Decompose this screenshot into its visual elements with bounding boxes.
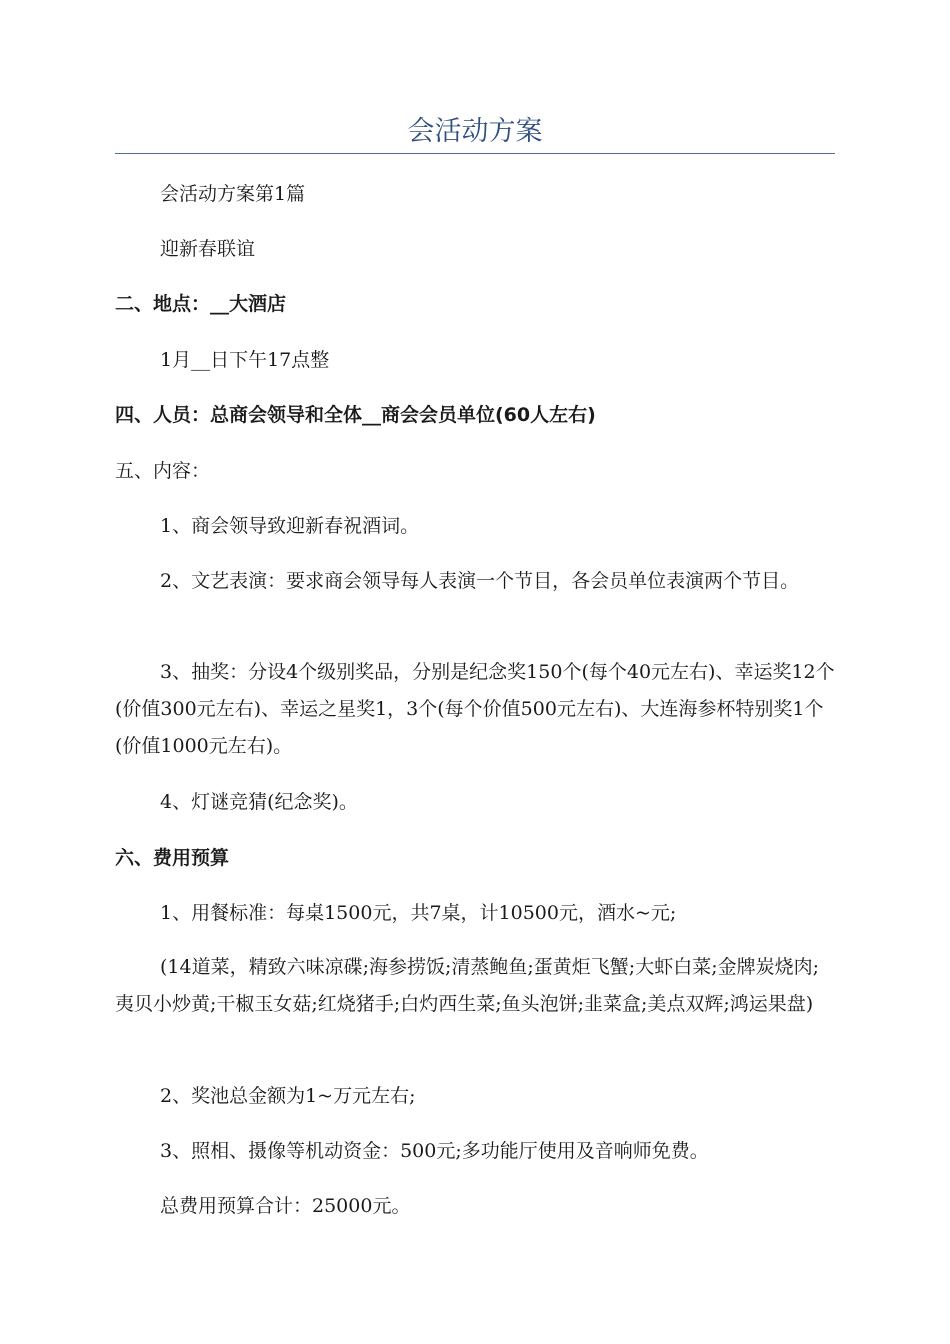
menu-details: (14道菜，精致六味凉碟;海参捞饭;清蒸鲍鱼;蛋黄炬飞蟹;大虾白菜;金牌炭烧肉;夷贝小炒黄;干椒玉女菇;红烧猪手;白灼西生菜;鱼头泡饼;韭菜盒;美点双辉;鸿运果盘) bbox=[115, 956, 819, 1015]
content-item-2: 2、文艺表演：要求商会领导每人表演一个节目，各会员单位表演两个节目。 bbox=[160, 570, 800, 592]
attendees-heading: 四、人员：总商会领导和全体__商会会员单位(60人左右) bbox=[115, 404, 596, 426]
budget-item-2: 2、奖池总金额为1~万元左右; bbox=[160, 1085, 416, 1107]
content-item-4: 4、灯谜竞猜(纪念奖)。 bbox=[160, 791, 358, 813]
budget-heading: 六、费用预算 bbox=[115, 847, 230, 869]
section-heading: 会活动方案第1篇 bbox=[160, 183, 306, 205]
event-name: 迎新春联谊 bbox=[160, 238, 256, 260]
budget-total: 总费用预算合计：25000元。 bbox=[160, 1195, 411, 1217]
content-heading: 五、内容： bbox=[115, 460, 211, 482]
content-item-3: 3、抽奖：分设4个级别奖品，分别是纪念奖150个(每个40元左右)、幸运奖12个(价值300元左右)、幸运之星奖1，3个(每个价值500元左右)、大连海参杯特别奖1个(价值1000元左右)。 bbox=[115, 661, 835, 757]
content-item-1: 1、商会领导致迎新春祝酒词。 bbox=[160, 515, 420, 537]
document-title: 会活动方案 bbox=[407, 116, 543, 147]
event-time: 1月__日下午17点整 bbox=[160, 349, 330, 371]
budget-item-3: 3、照相、摄像等机动资金：500元;多功能厅使用及音响师免费。 bbox=[160, 1140, 709, 1162]
title-underline bbox=[115, 153, 835, 154]
location-heading: 二、地点：__大酒店 bbox=[115, 293, 287, 315]
budget-item-1: 1、用餐标准：每桌1500元，共7桌，计10500元，酒水~元; bbox=[160, 902, 677, 924]
